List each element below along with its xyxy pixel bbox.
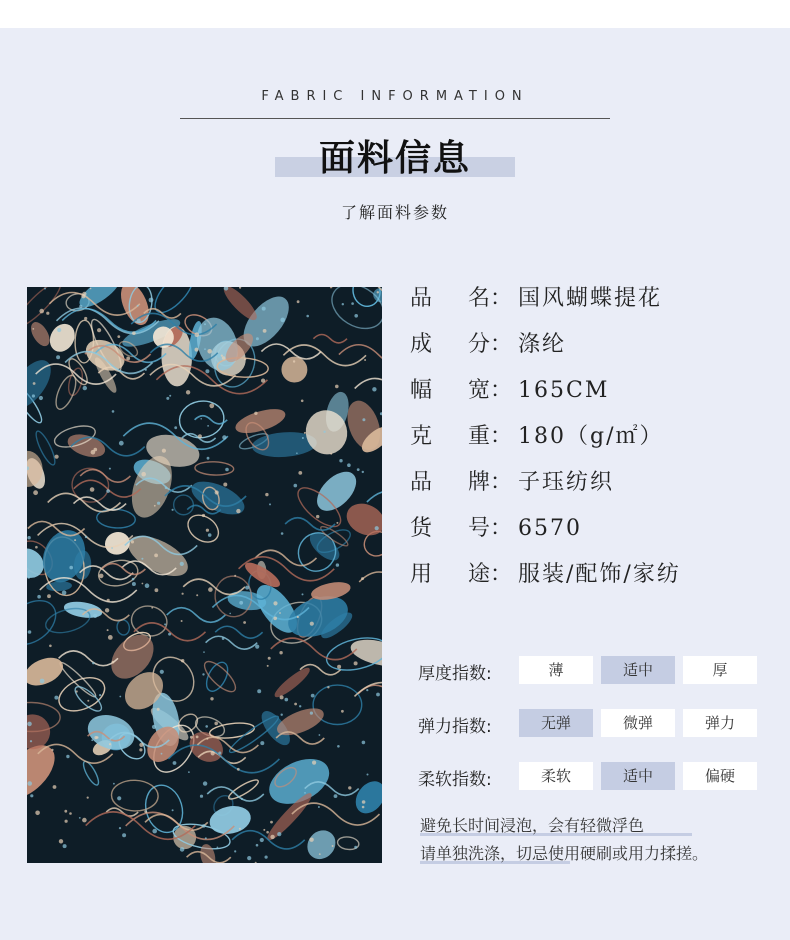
- index-option: 微弹: [601, 709, 675, 737]
- index-option: 柔软: [519, 762, 593, 790]
- thickness-index-row: [418, 656, 763, 686]
- care-instructions: [420, 812, 708, 868]
- index-option: 无弹: [519, 709, 593, 737]
- spec-list: [410, 282, 780, 604]
- index-option: 偏硬: [683, 762, 757, 790]
- spec-value-width: 165CM: [518, 378, 610, 403]
- spec-value-name: 国风蝴蝶提花: [518, 286, 663, 311]
- spec-label: 成: [410, 332, 433, 357]
- care-text: 避免长时间浸泡，会有轻微浮色: [420, 816, 645, 835]
- spec-label: 重：: [468, 424, 513, 449]
- spec-row-weight: [410, 420, 780, 466]
- softness-index-label: 柔软指数:: [418, 770, 492, 790]
- index-option: 适中: [601, 762, 675, 790]
- spec-row-item-number: [410, 512, 780, 558]
- spec-label: 克: [410, 424, 433, 449]
- index-option: 弹力: [683, 709, 757, 737]
- index-option: 薄: [519, 656, 593, 684]
- index-option: 适中: [601, 656, 675, 684]
- spec-label: 品: [410, 470, 433, 495]
- spec-label: 宽：: [468, 378, 513, 403]
- softness-index-row: [418, 762, 763, 792]
- spec-label: 名：: [468, 286, 513, 311]
- spec-label: 分：: [468, 332, 513, 357]
- spec-label: 号：: [468, 516, 513, 541]
- spec-value-usage: 服装/配饰/家纺: [518, 562, 681, 587]
- spec-label: 品: [410, 286, 433, 311]
- header-divider: [180, 118, 610, 119]
- spec-label: 幅: [410, 378, 433, 403]
- elasticity-index-label: 弹力指数:: [418, 717, 492, 737]
- spec-row-name: [410, 282, 780, 328]
- spec-value-brand: 子珏纺织: [518, 470, 615, 495]
- spec-label: 货: [410, 516, 433, 541]
- care-line: [420, 812, 708, 840]
- index-option: 厚: [683, 656, 757, 684]
- spec-value-weight: 180（g/㎡）: [518, 424, 664, 449]
- care-line: [420, 840, 708, 868]
- spec-row-usage: [410, 558, 780, 604]
- page-title: 面料信息: [318, 138, 471, 179]
- fabric-swatch-image: [27, 287, 382, 863]
- spec-label: 牌：: [468, 470, 513, 495]
- thickness-index-label: 厚度指数:: [418, 664, 492, 684]
- spec-label: 途：: [468, 562, 513, 587]
- section-eyebrow: FABRIC INFORMATION: [261, 89, 529, 104]
- care-text: 请单独洗涤，切忌使用硬刷或用力揉搓。: [420, 844, 709, 863]
- elasticity-index-row: [418, 709, 763, 739]
- spec-row-width: [410, 374, 780, 420]
- page-subtitle: 了解面料参数: [340, 203, 449, 222]
- spec-row-composition: [410, 328, 780, 374]
- spec-value-item-number: 6570: [518, 516, 582, 541]
- spec-row-brand: [410, 466, 780, 512]
- top-strip: [0, 0, 790, 28]
- spec-label: 用: [410, 562, 433, 587]
- spec-value-composition: 涤纶: [518, 332, 567, 357]
